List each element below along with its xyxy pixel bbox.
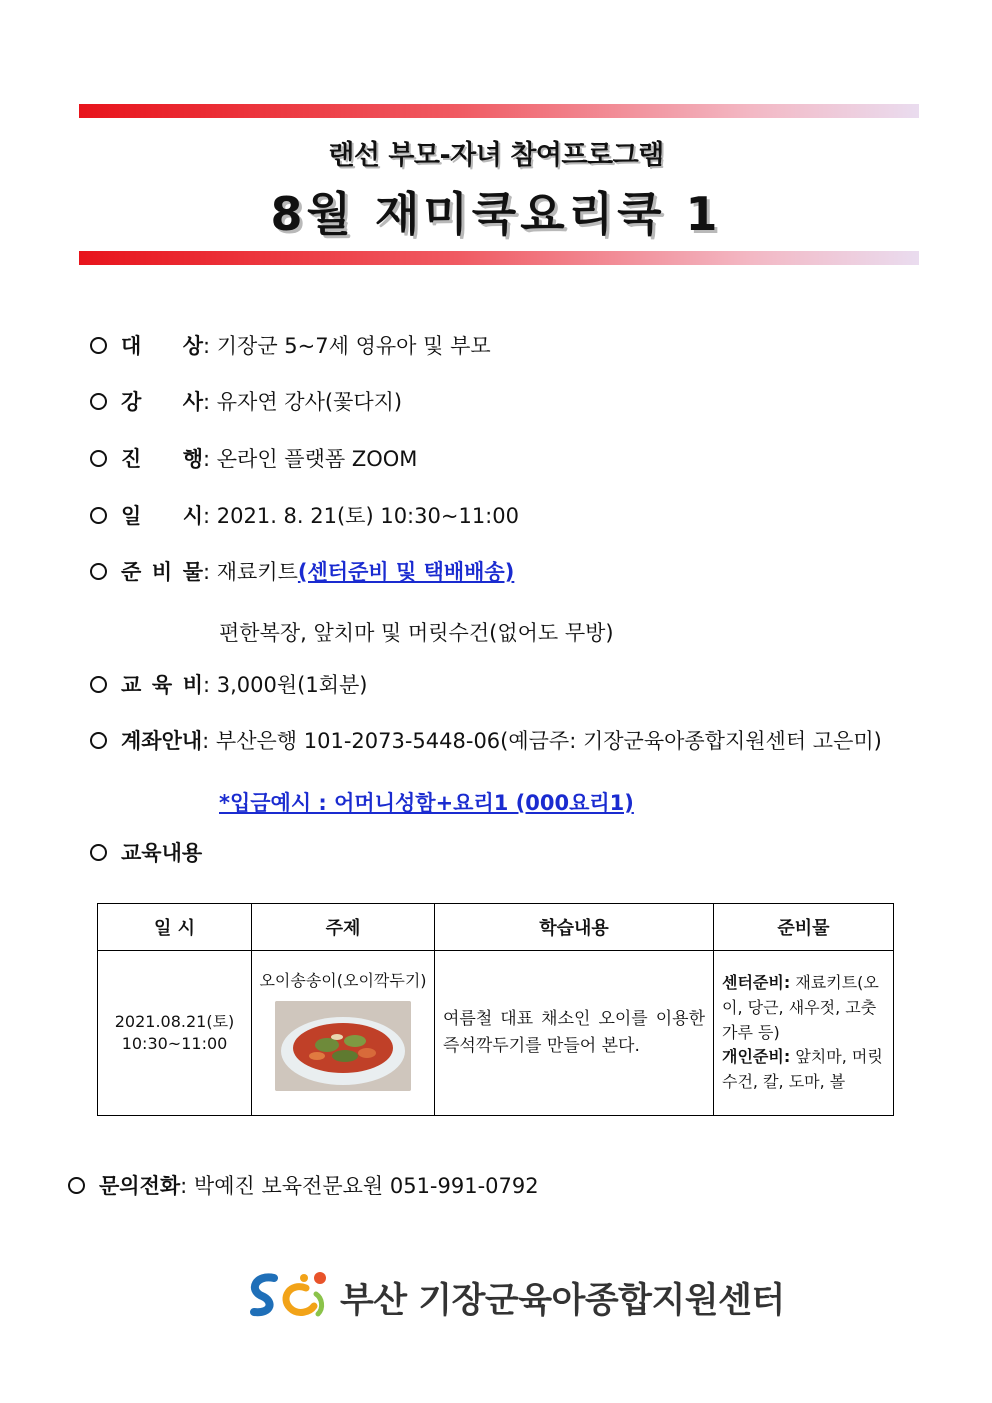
prep-center [722,971,885,1045]
prep-personal-value: 앞치마, 머릿수건, 칼, 도마, 볼 [722,1047,883,1092]
prep-personal [722,1045,885,1095]
prep-center-label: 센터준비: [722,973,791,992]
info-value: 유자연 강사(꽃다지) [216,390,403,414]
info-value: 기장군 5~7세 영유아 및 부모 [216,334,491,358]
time-text: 10:30~11:00 [121,1034,228,1053]
header-topic: 주제 [252,904,435,951]
info-value: 재료키트 [216,560,298,584]
info-target: 대 상: 기장군 5~7세 영유아 및 부모 [90,336,491,357]
info-instructor: 강 사: 유자연 강사(꽃다지) [90,392,402,413]
contact-value: 박예진 보육전문요원 051-991-0792 [193,1174,539,1198]
cucumber-kimchi-photo [275,1001,411,1091]
info-label: 진 행 [121,447,203,471]
info-account: 계좌안내: 부산은행 101-2073-5448-06(예금주: 기장군육아종합지원센터 고은미) [90,731,882,752]
info-content [90,843,202,864]
topic-title: 오이송송이(오이깍두기) [259,971,427,990]
table-row [98,951,894,1116]
info-value: 3,000원(1회분) [216,673,368,697]
info-format: 진 행: 온라인 플랫폼 ZOOM [90,449,417,470]
circle-bullet-icon [90,563,107,580]
info-label: 계좌안내 [121,729,203,753]
circle-bullet-icon [68,1177,85,1194]
header-date: 일 시 [98,904,252,951]
cell-date [98,951,252,1116]
circle-bullet-icon [90,337,107,354]
education-table [97,903,894,1116]
table-header-row [98,904,894,951]
info-value: 부산은행 101-2073-5448-06(예금주: 기장군육아종합지원센터 고은미) [215,729,882,753]
circle-bullet-icon [90,844,107,861]
prep-personal-label: 개인준비: [722,1047,791,1067]
sc-logo-icon [244,1268,332,1328]
delivery-link[interactable]: (센터준비 및 택배배송) [297,560,515,584]
header-prep: 준비물 [714,904,894,951]
cell-topic [252,951,435,1116]
cell-content: 여름철 대표 채소인 오이를 이용한 즉석깍두기를 만들어 본다. [435,951,714,1116]
center-logo [244,1270,785,1326]
supplies-extra: 편한복장, 앞치마 및 머릿수건(없어도 무방) [219,621,614,645]
page-title: 8월 재미쿡요리쿡 1 [270,187,722,241]
page-subtitle: 랜선 부모-자녀 참여프로그램 [328,140,664,171]
info-label: 일 시 [121,504,203,528]
prep-center-value: 재료키트(오이, 당근, 새우젓, 고춧가루 등) [722,973,879,1042]
header-bottom-bar [79,251,919,265]
date-text: 2021.08.21(토) [114,1012,235,1032]
contact-row: 문의전화: 박예진 보육전문요원 051-991-0792 [68,1170,539,1200]
info-fee: 교 육 비: 3,000원(1회분) [90,675,368,696]
info-label: 대 상 [121,334,203,358]
header-content: 학습내용 [435,904,714,951]
circle-bullet-icon [90,393,107,410]
info-label: 준 비 물 [121,560,203,584]
header-top-bar [79,104,919,118]
info-value: 2021. 8. 21(토) 10:30~11:00 [216,504,519,528]
info-datetime: 일 시: 2021. 8. 21(토) 10:30~11:00 [90,506,519,527]
info-label: 교육내용 [121,841,203,865]
deposit-example-link[interactable]: *입금예시 : 어머니성함+요리1 (000요리1) [219,791,634,815]
info-label: 강 사 [121,390,203,414]
circle-bullet-icon [90,732,107,749]
cell-prep [714,951,894,1116]
info-label: 교 육 비 [121,673,203,697]
circle-bullet-icon [90,676,107,693]
logo-text: 부산 기장군육아종합지원센터 [340,1281,785,1321]
info-supplies: 준 비 물: 재료키트(센터준비 및 택배배송) [90,562,514,583]
circle-bullet-icon [90,507,107,524]
circle-bullet-icon [90,450,107,467]
info-value: 온라인 플랫폼 ZOOM [216,447,418,471]
contact-label: 문의전화 [99,1174,181,1198]
